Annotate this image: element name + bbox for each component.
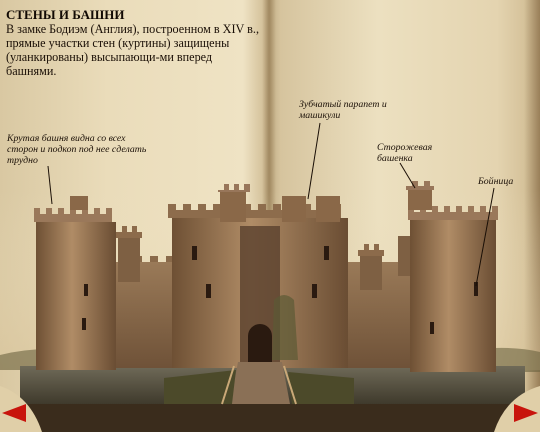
arrow-left-icon[interactable] bbox=[2, 404, 26, 422]
annotation-watchtower: Сторожевая башенка bbox=[377, 142, 433, 164]
annotation-loophole: Бойница bbox=[478, 176, 514, 187]
page-title: СТЕНЫ И БАШНИ bbox=[6, 7, 125, 22]
annotation-round-tower: Крутая башня видна со всех сторон и подкоп под нее сделать трудно bbox=[7, 133, 147, 166]
arrow-right-icon[interactable] bbox=[514, 404, 538, 422]
intro-text: В замке Бодиэм (Англия), построенном в XIV в., прямые участки стен (куртины) защищены (уланкированы) высыпающи-ми вперед башнями. bbox=[6, 22, 260, 78]
annotation-parapet: Зубчатый парапет и машикули bbox=[299, 99, 387, 121]
